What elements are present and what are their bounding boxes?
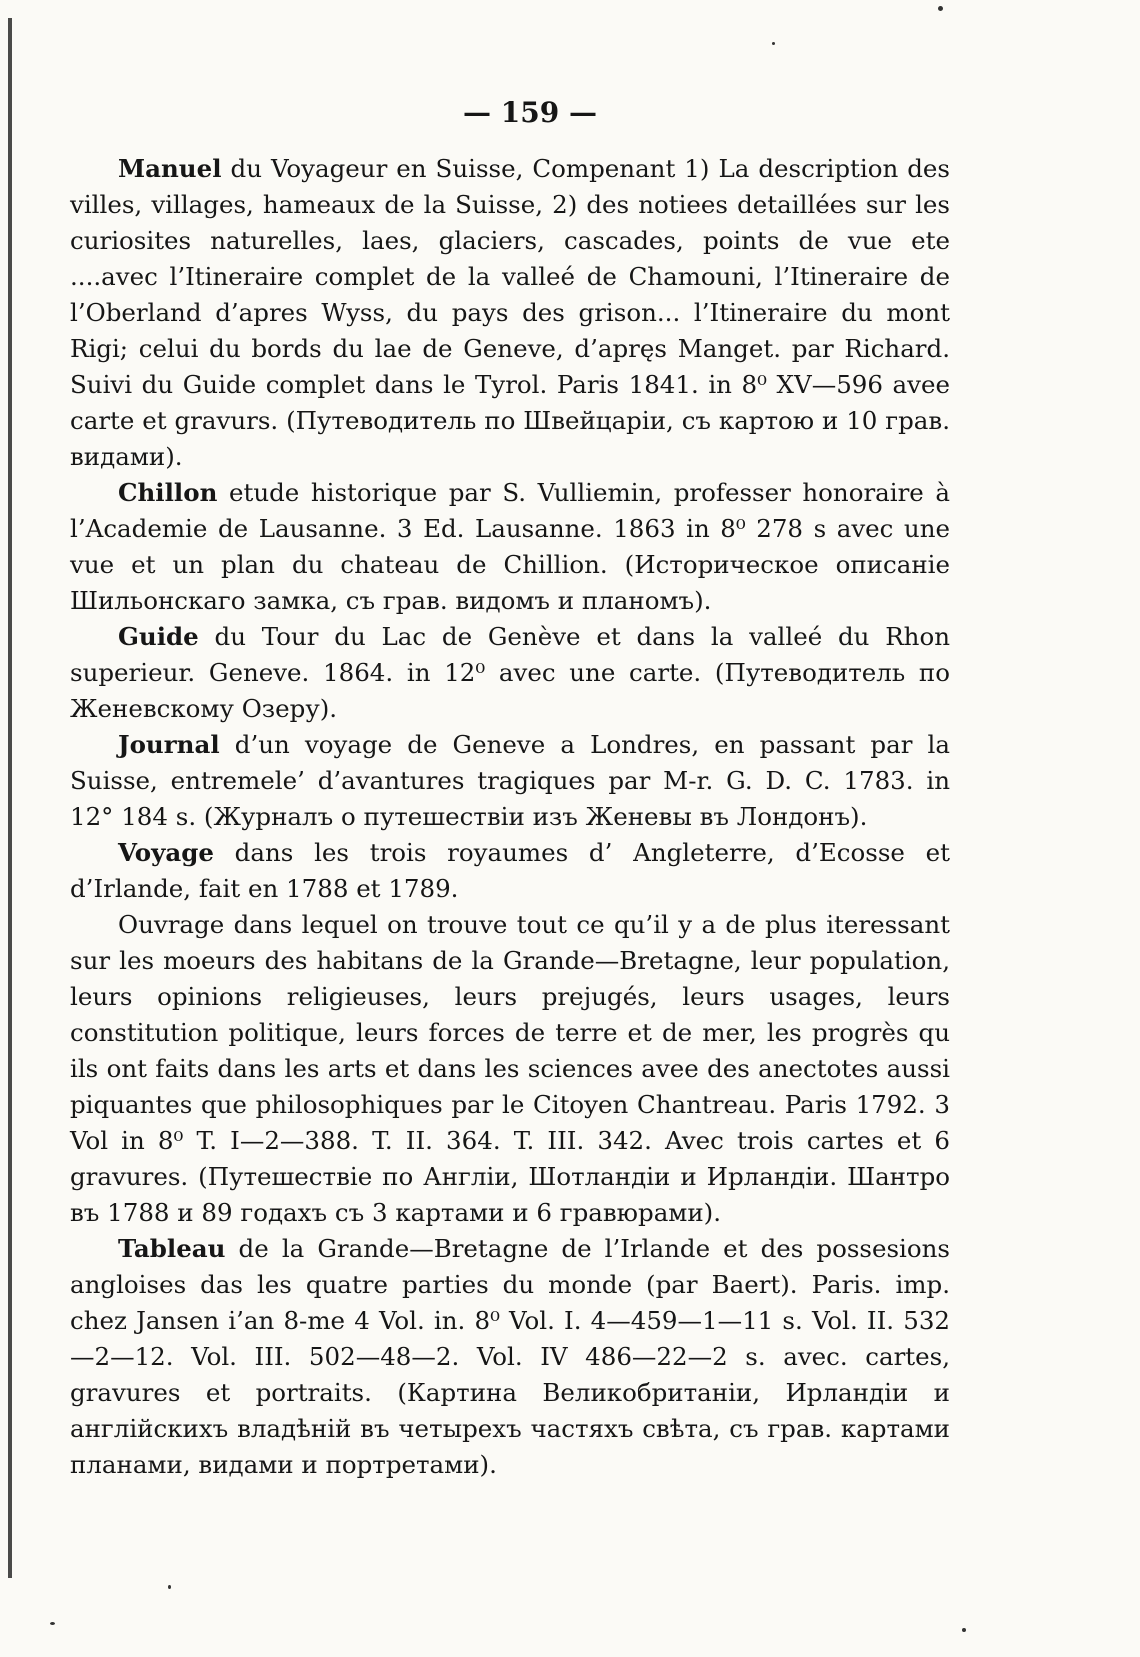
page-number: — 159 — xyxy=(463,96,597,129)
entry-heading: Manuel xyxy=(118,154,222,183)
entry-heading: Journal xyxy=(118,730,220,759)
bibliography-entry-tableau xyxy=(70,1231,950,1483)
bibliography-entry-chillon xyxy=(70,475,950,619)
bibliography-entry-voyage xyxy=(70,835,950,907)
bibliography-entry-guide xyxy=(70,619,950,727)
ink-speck xyxy=(962,1628,966,1632)
ink-speck xyxy=(772,42,775,45)
entry-text: etude historique par S. Vulliemin, professer honoraire à l’Academie de Lausanne. 3 Ed. Lausanne. 1863 in 8⁰ 278 s avec une vue et un plan du chateau de Chillion. (Историческое описаніе Шильонскаго замка, съ грав. видомъ и планомъ). xyxy=(70,478,950,615)
entry-text: du Voyageur en Suisse, Compenant 1) La description des villes, villages, hameaux de la Suisse, 2) des notiees detaillées sur les curiosites naturelles, laes, glaciers, cascades, points de vue ete ....avec l’Itineraire complet de la valleé de Chamouni, l’Itineraire de l’Oberland d’apres Wyss, du pays des grison... l’Itineraire du mont Rigi; celui du bords du lae de Geneve, d’apręs Manget. par Richard. Suivi du Guide complet dans le Tyrol. Paris 1841. in 8⁰ XV—596 avee carte et gravurs. (Путеводитель по Швейцаріи, съ картою и 10 грав. видами). xyxy=(70,154,950,471)
entry-text: dans les trois royaumes d’ Angleterre, d’Ecosse et d’Irlande, fait en 1788 et 1789. xyxy=(70,838,950,903)
bibliography-entry-journal xyxy=(70,727,950,835)
bibliography-entry-voyage-description xyxy=(70,907,950,1231)
book-page xyxy=(70,96,950,1483)
ink-speck xyxy=(938,6,943,11)
ink-speck xyxy=(168,1585,171,1589)
entry-heading: Voyage xyxy=(118,838,214,867)
entry-text: du Tour du Lac de Genève et dans la valleé du Rhon superieur. Geneve. 1864. in 12⁰ avec une carte. (Путеводитель по Женевскому Озеру). xyxy=(70,622,950,723)
entry-text: de la Grande—Bretagne de l’Irlande et des possesions angloises das les quatre parties du monde (par Baert). Paris. imp. chez Jansen i’an 8-me 4 Vol. in. 8⁰ Vol. I. 4—459—1—11 s. Vol. II. 532—2—12. Vol. III. 502—48—2. Vol. IV 486—22—2 s. avec. cartes, gravures et portraits. (Картина Великобританіи, Ирландіи и англійскихъ владѣній въ четырехъ частяхъ свѣта, съ грав. картами планами, видами и портретами). xyxy=(70,1234,950,1479)
ink-speck xyxy=(50,1622,55,1625)
entry-text: d’un voyage de Geneve a Londres, en passant par la Suisse, entremele’ d’avantures tragiques par M-r. G. D. C. 1783. in 12° 184 s. (Журналъ о путешествіи изъ Женевы въ Лондонъ). xyxy=(70,730,950,831)
entry-heading: Guide xyxy=(118,622,199,651)
page-spine-edge xyxy=(8,18,12,1578)
entry-heading: Tableau xyxy=(118,1234,226,1263)
entry-heading: Chillon xyxy=(118,478,218,507)
bibliography-entry-manuel xyxy=(70,151,950,475)
entry-text: Ouvrage dans lequel on trouve tout ce qu’il y a de plus iteressant sur les moeurs des habitans de la Grande—Bretagne, leur population, leurs opinions religieuses, leurs prejugés, leurs usages, leurs constitution politique, leurs forces de terre et de mer, les progrès qu ils ont faits dans les arts et dans les sciences avee des anectotes aussi piquantes que philosophiques par le Citoyen Chantreau. Paris 1792. 3 Vol in 8⁰ T. I—2—388. T. II. 364. T. III. 342. Avec trois cartes et 6 gravures. (Путешествіе по Англіи, Шотландіи и Ирландіи. Шантро въ 1788 и 89 годахъ съ 3 картами и 6 гравюрами). xyxy=(70,910,950,1227)
